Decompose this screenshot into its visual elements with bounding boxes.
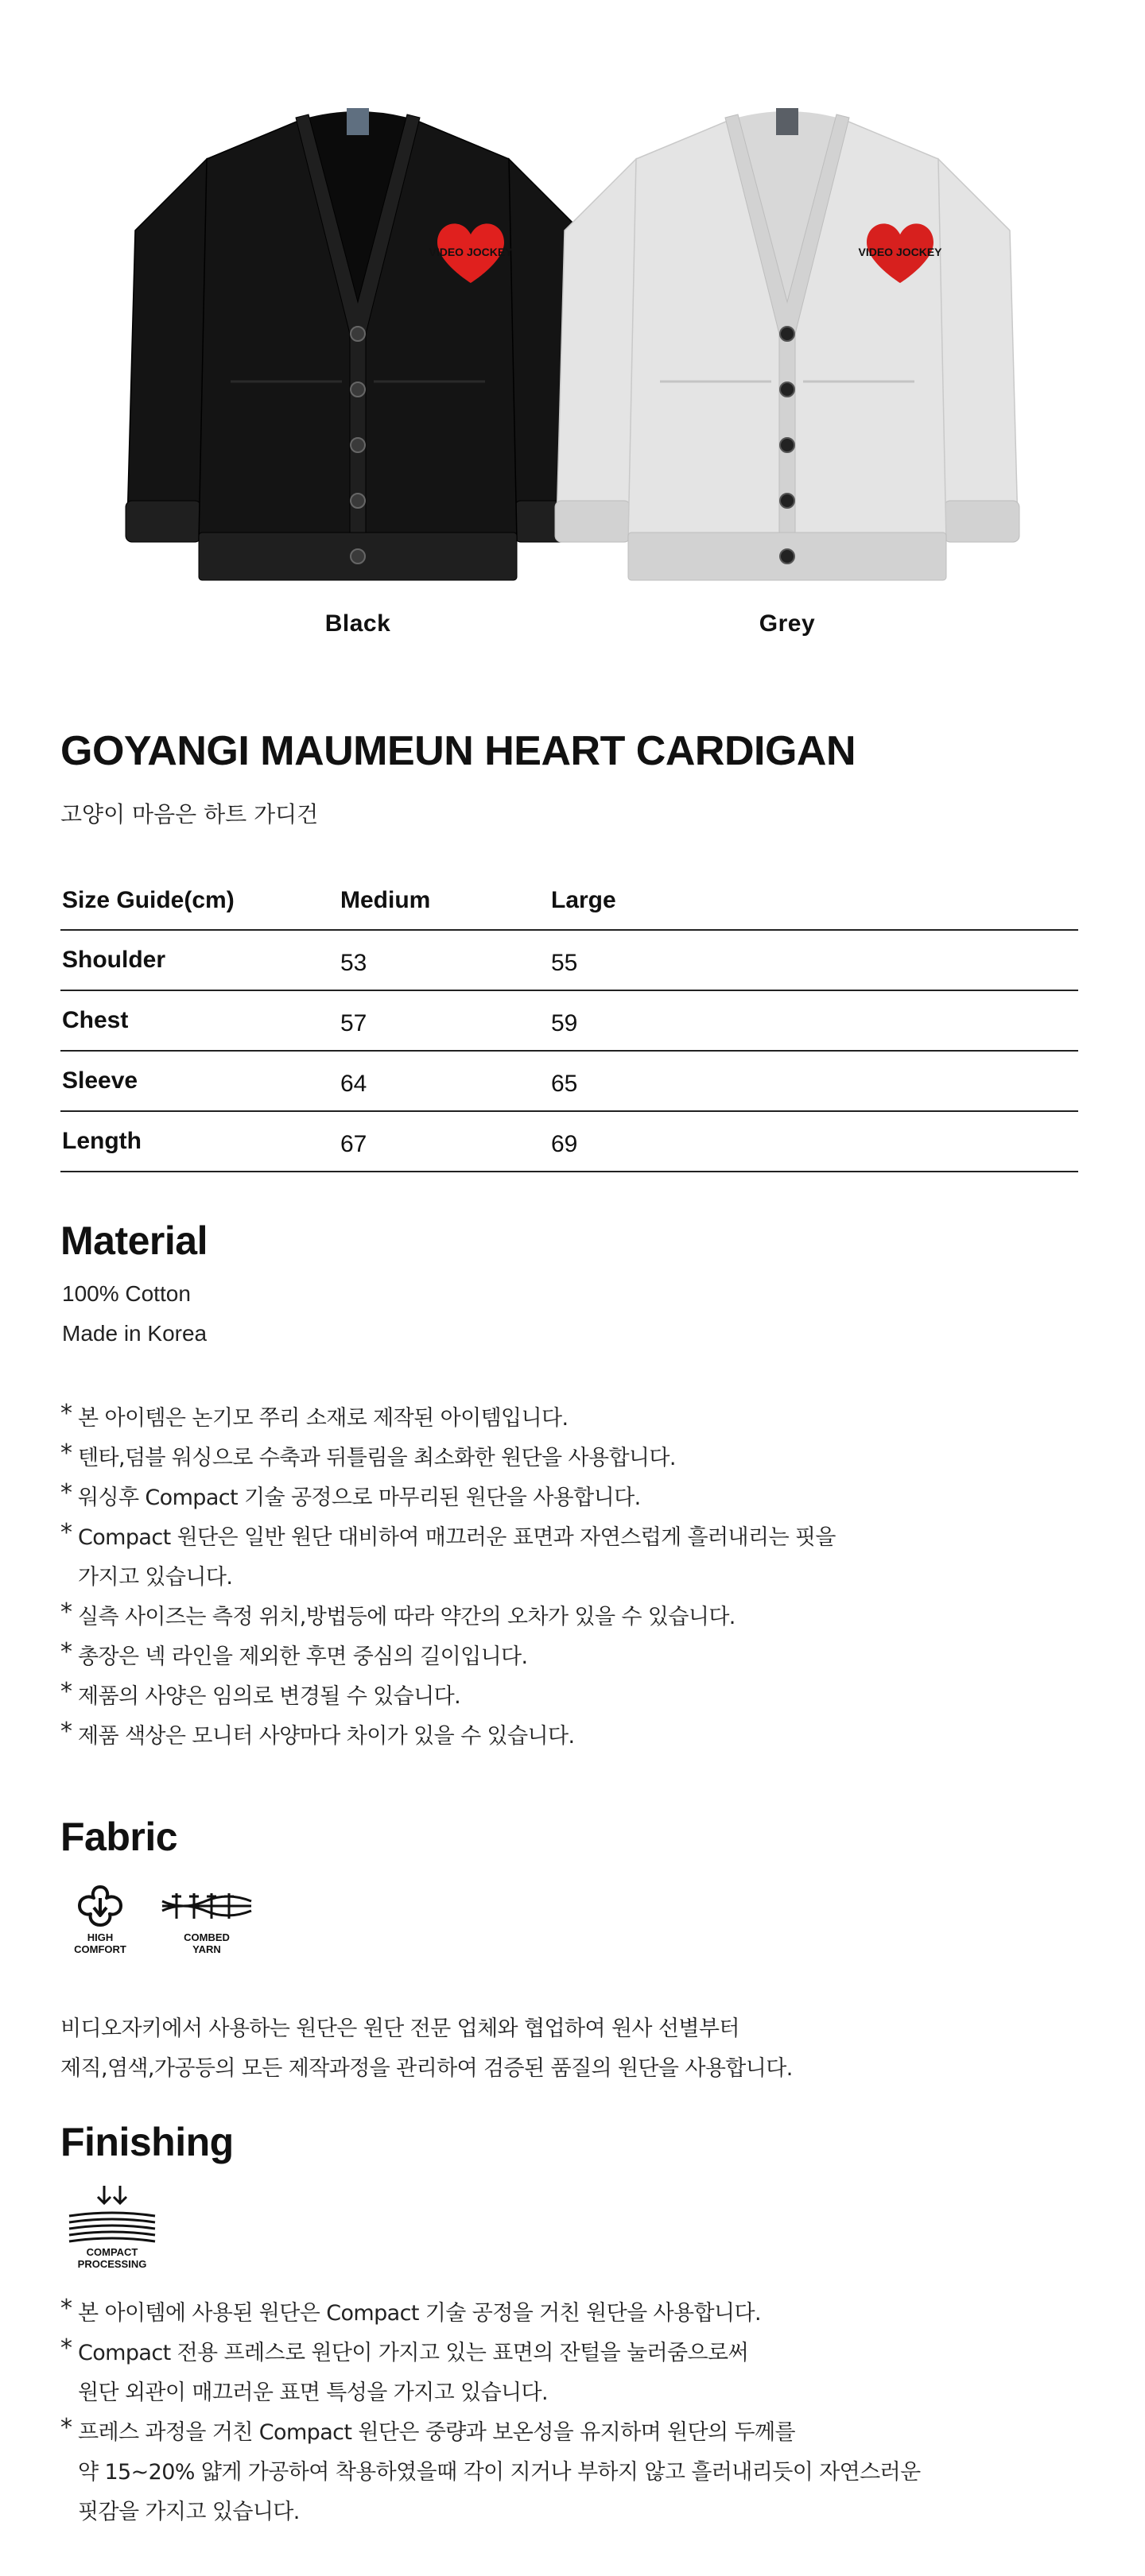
size-guide-table [60, 882, 1078, 1172]
list-item: * 총장은 넥 라인을 제외한 후면 중심의 길이입니다. [60, 1637, 1094, 1677]
finishing-title: Finishing [60, 2120, 234, 2164]
medium-value: 57 [340, 1010, 367, 1036]
list-item: * 제품의 사양은 임의로 변경될 수 있습니다. [60, 1677, 1094, 1717]
product-subtitle: 고양이 마음은 하트 가디건 [60, 801, 319, 827]
patch-text: VIDEO JOCKEY [858, 246, 942, 258]
large-value: 69 [551, 1131, 578, 1157]
finishing-notes [60, 2294, 1094, 2532]
size-guide-header-row [60, 882, 1078, 930]
large-value: 55 [551, 950, 578, 976]
material-composition: 100% Cotton [62, 1281, 191, 1306]
product-title: GOYANGI MAUMEUN HEART CARDIGAN [60, 728, 856, 774]
row-label: Length [62, 1128, 142, 1154]
patch-text: VIDEO JOCKEY [429, 246, 513, 258]
material-title: Material [60, 1218, 208, 1263]
table-row [60, 990, 1078, 1051]
size-header-large: Large [551, 887, 616, 913]
combed-yarn-icon: COMBED YARN [159, 1881, 254, 1955]
list-item: * 워싱후 Compact 기술 공정으로 마무리된 원단을 사용합니다. [60, 1478, 1094, 1518]
large-value: 59 [551, 1010, 578, 1036]
fabric-description: 비디오자키에서 사용하는 원단은 원단 전문 업체와 협업하여 원사 선별부터 제직,염색,가공등의 모든 제작과정을 관리하여 검증된 품질의 원단을 사용합니다. [60, 2016, 793, 2081]
table-row [60, 1111, 1078, 1172]
cardigan-grey-illustration [541, 32, 1034, 604]
product-image-black [111, 32, 604, 604]
color-label-grey: Grey [759, 610, 816, 637]
list-item: * 프레스 과정을 거친 Compact 원단은 중량과 보온성을 유지하며 원단의 두께를 약 15~20% 얇게 가공하여 착용하였을때 각이 지거나 부하지 않고 흘러내리듯이 자연스러운 핏감을 가지고 있습니다. [60, 2413, 1094, 2532]
cardigan-black-illustration [111, 32, 604, 604]
row-label: Chest [62, 1007, 129, 1033]
row-label: Sleeve [62, 1067, 138, 1094]
list-item: * 본 아이템에 사용된 원단은 Compact 기술 공정을 거친 원단을 사용합니다. [60, 2294, 1094, 2334]
cotton-icon: HIGH COMFORT [60, 1881, 140, 1955]
row-label: Shoulder [62, 947, 166, 973]
medium-value: 67 [340, 1131, 367, 1157]
material-notes [60, 1399, 1094, 1757]
table-row [60, 930, 1078, 990]
size-header-medium: Medium [340, 887, 431, 913]
table-row [60, 1051, 1078, 1111]
product-image-grey [541, 32, 1034, 604]
material-origin: Made in Korea [62, 1321, 208, 1346]
list-item: * 실측 사이즈는 측정 위치,방법등에 따라 약간의 오차가 있을 수 있습니다. [60, 1598, 1094, 1637]
medium-value: 53 [340, 950, 367, 976]
size-guide-header: Size Guide(cm) [62, 887, 235, 913]
list-item: * Compact 원단은 일반 원단 대비하여 매끄러운 표면과 자연스럽게 흘러내리는 핏을 가지고 있습니다. [60, 1518, 1094, 1598]
list-item: * 텐타,덤블 워싱으로 수축과 뒤틀림을 최소화한 원단을 사용합니다. [60, 1439, 1094, 1478]
large-value: 65 [551, 1071, 578, 1097]
list-item: * Compact 전용 프레스로 원단이 가지고 있는 표면의 잔털을 눌러줌으로써 원단 외관이 매끄러운 표면 특성을 가지고 있습니다. [60, 2334, 1094, 2413]
list-item: * 제품 색상은 모니터 사양마다 차이가 있을 수 있습니다. [60, 1717, 1094, 1757]
fabric-title: Fabric [60, 1815, 178, 1859]
color-label-black: Black [324, 610, 391, 637]
medium-value: 64 [340, 1071, 367, 1097]
list-item: * 본 아이템은 논기모 쭈리 소재로 제작된 아이템입니다. [60, 1399, 1094, 1439]
compact-processing-icon: COMPACT PROCESSING [60, 2183, 164, 2270]
